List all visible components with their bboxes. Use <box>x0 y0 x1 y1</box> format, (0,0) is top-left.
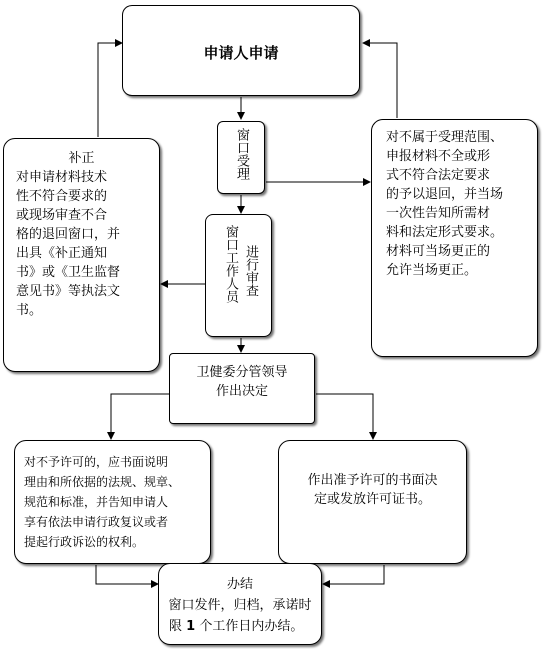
staff-review-node <box>205 214 272 337</box>
finish-line1: 窗口发件，归档，承诺时 <box>168 598 312 613</box>
approve-body: 作出准予许可的书面决 定或发放许可证书。 <box>307 473 438 507</box>
supplement-node <box>3 138 160 372</box>
arrow-decision-to-approve <box>316 394 373 439</box>
window-accept-label: 窗口受理 <box>234 128 249 180</box>
arrow-deny-to-finish <box>96 565 158 584</box>
applicant-label: 申请人申请 <box>203 44 279 62</box>
approve-node <box>278 440 467 564</box>
finish-node <box>158 563 322 645</box>
arrow-approve-to-finish <box>323 565 384 584</box>
deny-node <box>14 440 211 564</box>
finish-title: 办结 <box>226 577 253 592</box>
decision-label: 卫健委分管领导 作出决定 <box>196 365 288 399</box>
finish-line2 <box>169 617 303 636</box>
arrow-supplement-to-applicant <box>98 43 122 137</box>
not-accepted-body: 对不属于受理范围、 申报材料不全或形 式不符合法定要求 的予以退回，并当场 一次性告知所需材 料和法定形式要求。 材料可当场更正的 允许当场更正。 <box>386 130 504 278</box>
staff-review-col1: 窗口工作人员 <box>223 225 238 303</box>
not-accepted-node <box>371 119 538 357</box>
arrow-reject-to-applicant <box>363 43 397 118</box>
deny-body: 对不予许可的，应书面说明 理由和所依据的法规、规章、 规范和标准，并告知申请人 享有依法申请行政复议或者 提起行政诉讼的权利。 <box>24 455 181 549</box>
staff-review-col2: 进行审查 <box>243 245 258 297</box>
window-accept-node <box>217 121 265 194</box>
applicant-node <box>122 5 360 96</box>
finish-line2-prefix: 限 <box>169 619 187 634</box>
supplement-title: 补正 <box>68 151 95 166</box>
decision-node <box>169 353 315 424</box>
supplement-body: 对申请材料技术 性不符合要求的 或现场审查不合 格的退回窗口，并 出具《补正通知 书》或《卫生监督 意见书》等执法文 书。 <box>16 170 121 318</box>
arrow-decision-to-deny <box>111 394 169 439</box>
finish-line2-suffix: 个工作日内办结。 <box>195 619 304 634</box>
finish-days-number: 1 <box>186 619 196 634</box>
